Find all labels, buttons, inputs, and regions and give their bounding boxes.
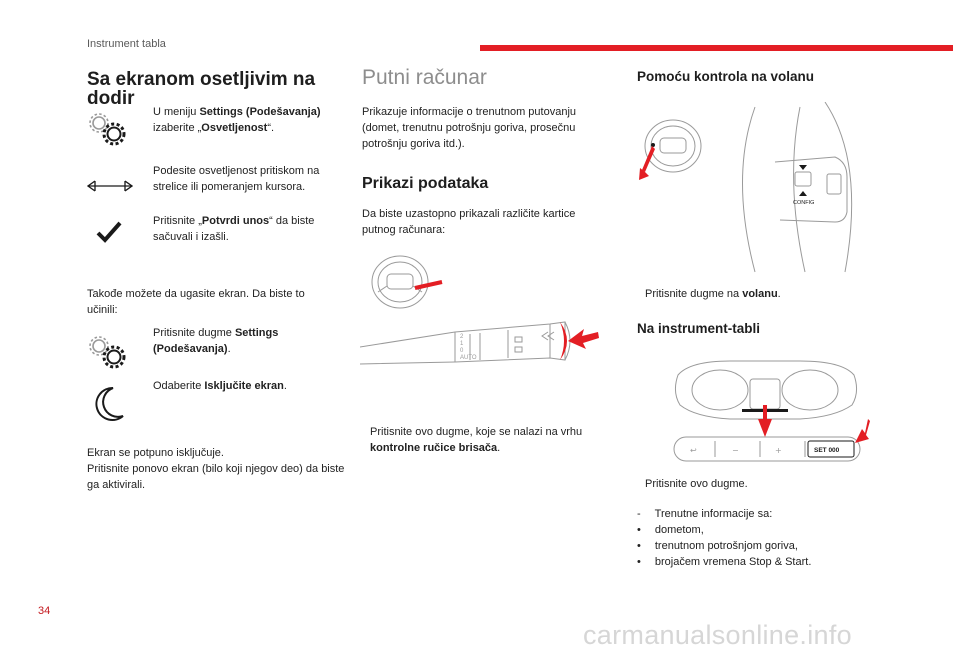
step-turn-off-screen: Odaberite Isključite ekran. xyxy=(153,380,287,392)
steering-wheel-illustration xyxy=(635,102,865,277)
list-intro: - Trenutne informacije sa: xyxy=(637,508,773,520)
step-open-settings: U meniju Settings (Podešavanja) izaberite „Osvetljenost“. xyxy=(153,106,321,134)
brightness-term: Osvetljenost xyxy=(201,122,268,134)
svg-text:−: − xyxy=(732,446,739,455)
section-header: Instrument tabla xyxy=(87,38,166,50)
footer-note: Ekran se potpuno isključuje. Pritisnite ponovo ekran (bilo koji njegov deo) da biste ga aktivirali. xyxy=(87,447,345,491)
settings-term: Settings (Podešavanja) xyxy=(199,106,321,118)
svg-text:↩: ↩ xyxy=(690,446,697,455)
list-item: • dometom, xyxy=(637,524,704,536)
step-press-settings: Pritisnite dugme Settings (Podešavanja). xyxy=(153,327,279,355)
trip-computer-title: Putni računar xyxy=(362,66,487,89)
moon-icon xyxy=(93,386,125,422)
settings-gear-icon xyxy=(86,333,130,373)
list-item: • trenutnom potrošnjom goriva, xyxy=(637,540,798,552)
instrument-panel-illustration xyxy=(670,357,870,472)
stalk-label-0: 0 xyxy=(460,348,464,354)
step-press-stalk-button: Pritisnite ovo dugme, koje se nalazi na vrhu kontrolne ručice brisača. xyxy=(370,426,583,454)
config-label: CONFIG xyxy=(793,200,815,206)
wiper-stalk-term: kontrolne ručice brisača xyxy=(370,442,498,454)
step-adjust-brightness: Podesite osvetljenost pritiskom na strelice ili pomeranjem kursora. xyxy=(153,165,320,193)
stalk-label-2: 2 xyxy=(460,334,464,340)
settings-term: Settings (Podešavanja) xyxy=(153,327,279,355)
site-watermark: carmanualsonline.info xyxy=(583,620,852,650)
stalk-label-auto: AUTO xyxy=(460,355,477,361)
touchscreen-title: Sa ekranom osetljivim na dodir xyxy=(87,69,316,109)
settings-gear-icon xyxy=(86,110,130,150)
set-button-label: SET 000 xyxy=(814,447,840,454)
data-displays-title: Prikazi podataka xyxy=(362,175,489,192)
page-number: 34 xyxy=(38,605,51,617)
wiper-stalk-illustration xyxy=(360,252,610,387)
wheel-term: volanu xyxy=(742,288,778,300)
confirm-term: Potvrdi unos xyxy=(201,215,270,227)
checkmark-icon xyxy=(96,221,122,243)
steering-wheel-title: Pomoću kontrola na volanu xyxy=(637,69,815,84)
stalk-label-1: 1 xyxy=(460,341,464,347)
data-displays-desc: Da biste uzastopno prikazali različite kartice putnog računara: xyxy=(362,208,576,236)
trip-computer-intro: Prikazuje informacije o trenutnom putovanju (domet, trenutnu potrošnju goriva, prosečnu potrošnju goriva itd.). xyxy=(362,106,577,150)
svg-text:+: + xyxy=(775,446,782,455)
slider-arrows-icon xyxy=(87,180,133,192)
list-item: • brojačem vremena Stop & Start. xyxy=(637,556,812,568)
step-press-panel-button: Pritisnite ovo dugme. xyxy=(645,478,748,490)
step-press-wheel-button: Pritisnite dugme na volanu. xyxy=(645,288,781,300)
step-confirm: Pritisnite „Potvrdi unos“ da biste sačuvali i izašli. xyxy=(153,215,315,243)
instrument-panel-title: Na instrument-tabli xyxy=(637,321,761,336)
turn-off-term: Isključite ekran xyxy=(204,380,284,392)
header-accent-bar xyxy=(480,45,953,51)
also-paragraph: Takođe možete da ugasite ekran. Da biste to učinili: xyxy=(87,288,305,316)
current-info-list xyxy=(637,506,877,570)
